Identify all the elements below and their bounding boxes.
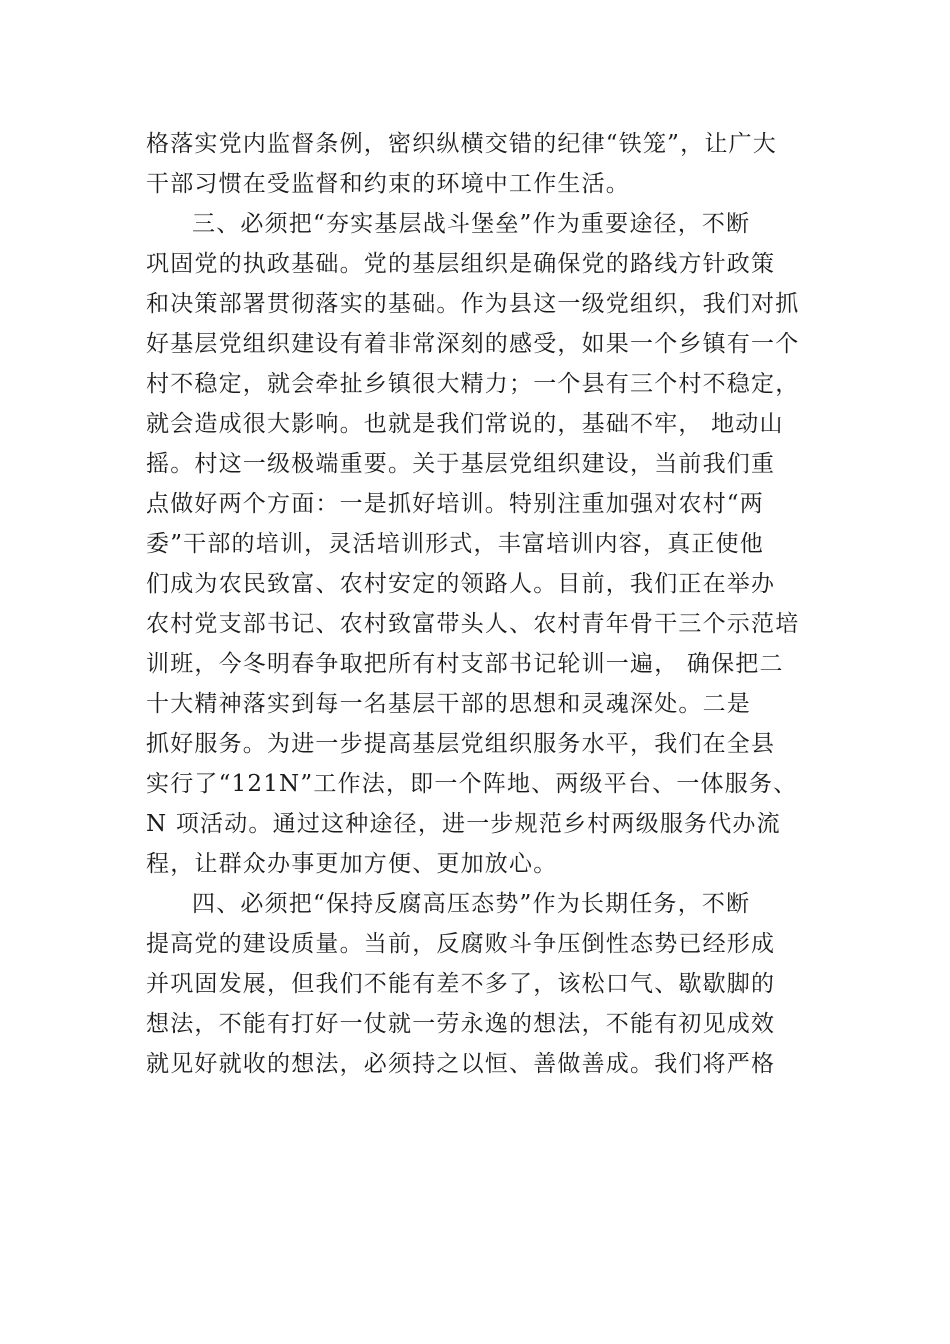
text-line: 农村党支部书记、农村致富带头人、农村青年骨干三个示范培	[146, 611, 800, 637]
body-text	[146, 124, 836, 1084]
section-heading-line: 四、必须把“保持反腐高压态势”作为长期任务，不断	[192, 891, 751, 917]
text-line: 训班，今冬明春争取把所有村支部书记轮训一遍， 确保把二	[146, 651, 784, 677]
text-line: 提高党的建设质量。当前，反腐败斗争压倒性态势已经形成	[146, 931, 776, 957]
text-line: 干部习惯在受监督和约束的环境中工作生活。	[146, 171, 630, 197]
text-line: 委”干部的培训，灵活培训形式，丰富培训内容，真正使他	[146, 531, 764, 557]
text-line: 格落实党内监督条例，密织纵横交错的纪律“铁笼”，让广大	[146, 131, 777, 157]
text-line: 抓好服务。为进一步提高基层党组织服务水平，我们在全县	[146, 731, 776, 757]
text-line: 实行了“121N”工作法，即一个阵地、两级平台、一体服务、	[146, 771, 798, 797]
text-line: 就见好就收的想法，必须持之以恒、善做善成。我们将严格	[146, 1051, 776, 1077]
text-line: 村不稳定，就会牵扯乡镇很大精力；一个县有三个村不稳定，	[146, 371, 800, 397]
text-line: 想法，不能有打好一仗就一劳永逸的想法，不能有初见成效	[146, 1011, 776, 1037]
text-line: 摇。村这一级极端重要。关于基层党组织建设，当前我们重	[146, 451, 776, 477]
text-line: 们成为农民致富、农村安定的领路人。目前，我们正在举办	[146, 571, 776, 597]
text-line: 就会造成很大影响。也就是我们常说的，基础不牢， 地动山	[146, 411, 784, 437]
text-line: 巩固党的执政基础。党的基层组织是确保党的路线方针政策	[146, 251, 776, 277]
text-line: 并巩固发展，但我们不能有差不多了，该松口气、歇歇脚的	[146, 971, 776, 997]
section-heading-line: 三、必须把“夯实基层战斗堡垒”作为重要途径，不断	[192, 211, 751, 237]
text-line: N 项活动。通过这种途径，进一步规范乡村两级服务代办流	[146, 811, 781, 837]
text-line: 和决策部署贯彻落实的基础。作为县这一级党组织，我们对抓	[146, 291, 800, 317]
text-line: 程，让群众办事更加方便、更加放心。	[146, 851, 558, 877]
text-line: 十大精神落实到每一名基层干部的思想和灵魂深处。二是	[146, 691, 751, 717]
text-line: 好基层党组织建设有着非常深刻的感受，如果一个乡镇有一个	[146, 331, 800, 357]
text-line: 点做好两个方面：一是抓好培训。特别注重加强对农村“两	[146, 491, 764, 517]
